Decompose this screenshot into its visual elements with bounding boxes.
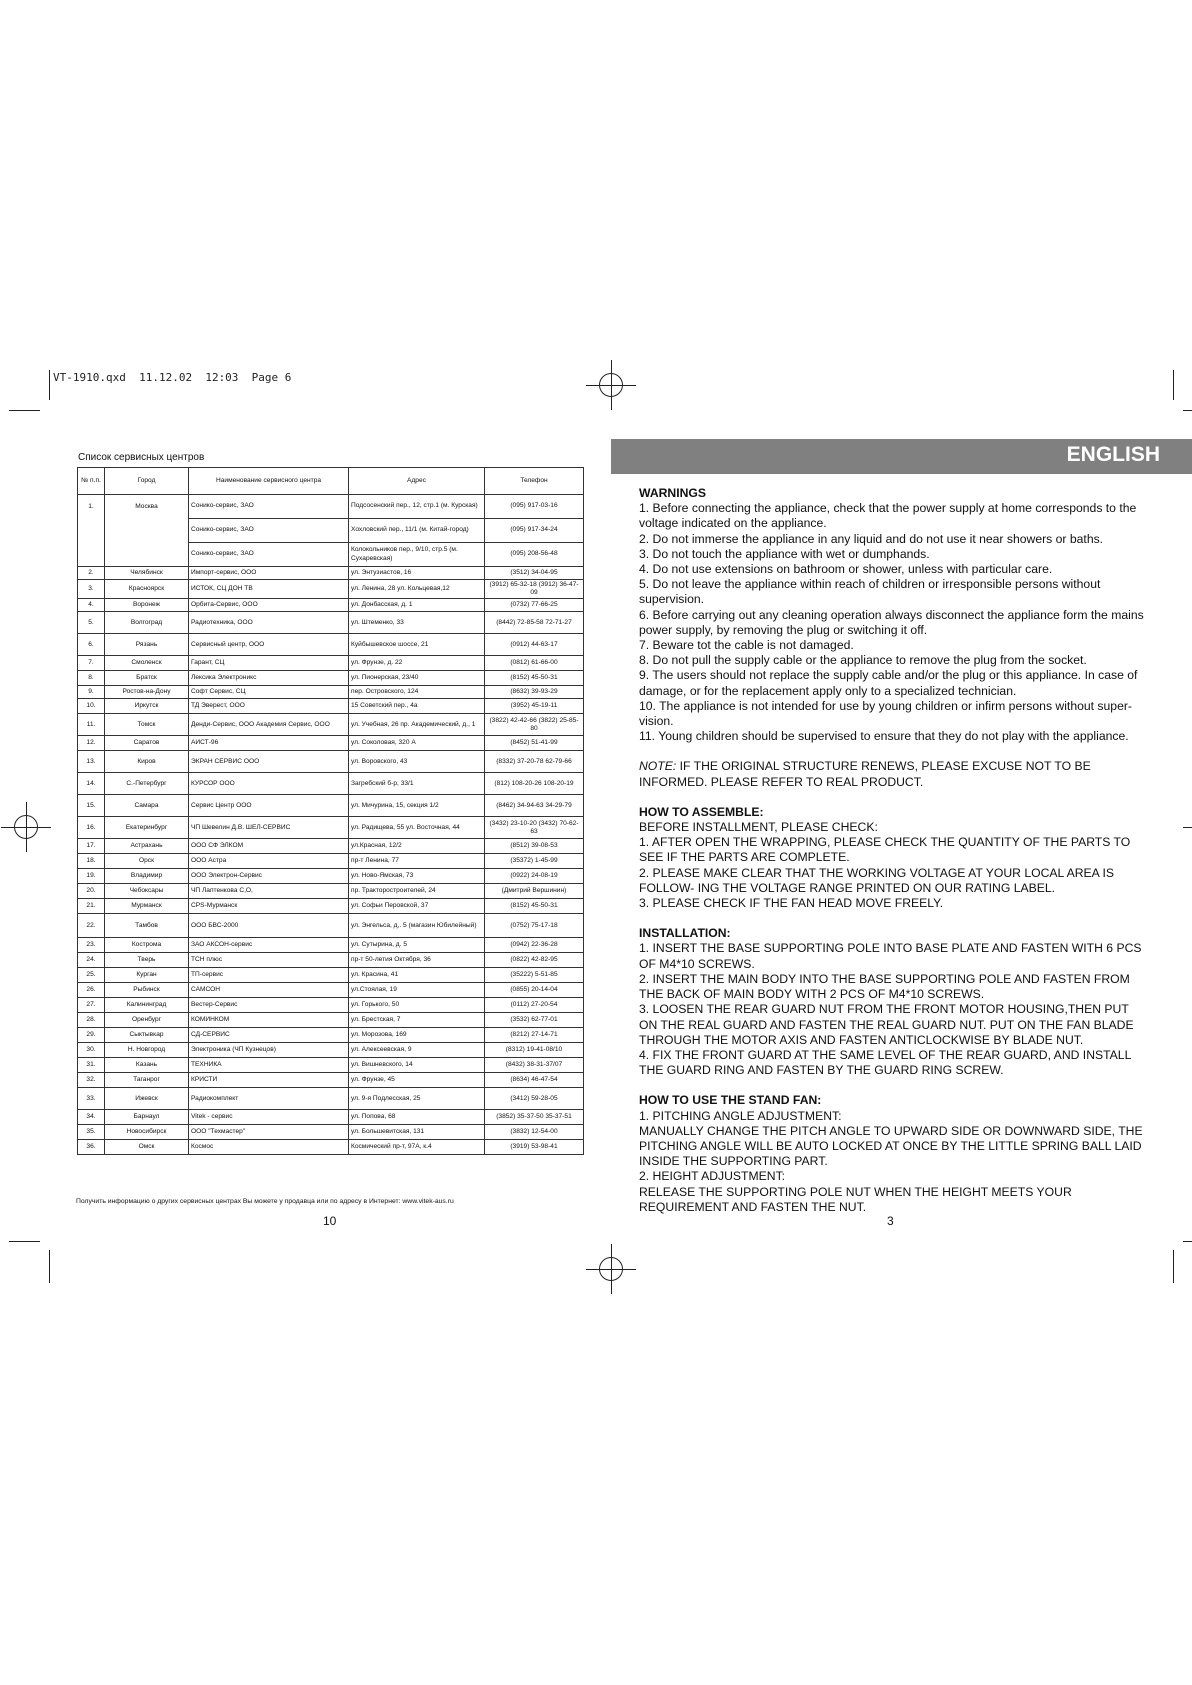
cell-city: Саратов bbox=[105, 736, 189, 751]
cell-phone: (3532) 62-77-01 bbox=[485, 1013, 584, 1028]
cell-city: Таганрог bbox=[105, 1073, 189, 1088]
installation-item: 3. LOOSEN THE REAR GUARD NUT FROM THE FRONT MOTOR HOUSING,THEN PUT ON THE REAL GUARD AND FASTEN THE REAL GUARD NUT. PUT ON THE FAN BLADE THROUGH THE MOTOR AXIS AND FASTEN ANTICLOCKWISE BY BLADE NUT. bbox=[639, 1002, 1134, 1047]
language-title: ENGLISH bbox=[1066, 443, 1160, 466]
table-row bbox=[78, 1028, 584, 1043]
warnings-item: 7. Beware tot the cable is not damaged. bbox=[639, 638, 854, 653]
col-address: Адрес bbox=[349, 468, 485, 495]
cell-phone: (095) 917-34-24 bbox=[485, 519, 584, 543]
cell-center-name: Космос bbox=[189, 1140, 349, 1155]
cell-number: 4. bbox=[78, 599, 105, 612]
cell-center-name: Сонико-сервис, ЗАО bbox=[189, 495, 349, 519]
cell-number: 6. bbox=[78, 634, 105, 656]
cell-phone: (0912) 44-63-17 bbox=[485, 634, 584, 656]
cell-address: ул. Морозова, 169 bbox=[349, 1028, 485, 1043]
cell-address: Куйбышевское шоссе, 21 bbox=[349, 634, 485, 656]
cell-number: 30. bbox=[78, 1043, 105, 1058]
cell-city: Киров bbox=[105, 751, 189, 773]
service-footer-note: Получить информацию о других сервисных центрах Вы можете у продавца или по адресу в Интернет: www.vitek-aus.ru bbox=[76, 1198, 454, 1205]
cell-city: Н. Новгород bbox=[105, 1043, 189, 1058]
cell-center-name: СД-СЕРВИС bbox=[189, 1028, 349, 1043]
assemble-item: 2. PLEASE MAKE CLEAR THAT THE WORKING VOLTAGE AT YOUR LOCAL AREA IS FOLLOW- ING THE VOLTAGE RANGE PRINTED ON OUR RATING LABEL. bbox=[639, 865, 1115, 895]
cell-address: ул. Горького, 50 bbox=[349, 998, 485, 1013]
table-row bbox=[78, 671, 584, 686]
cell-phone: (3512) 34-04-95 bbox=[485, 567, 584, 580]
warnings-list bbox=[639, 501, 1144, 744]
cell-phone: (3852) 35-37-50 35-37-51 bbox=[485, 1110, 584, 1125]
warnings-item: 9. The users should not replace the supply cable and/or the plug or this appliance. In case of damage, or for the replacement apply only to a specialized technician. bbox=[639, 668, 1138, 698]
cell-center-name: Софт Сервис, СЦ bbox=[189, 686, 349, 699]
cell-number: 5. bbox=[78, 612, 105, 634]
cell-phone: (0112) 27-20-54 bbox=[485, 998, 584, 1013]
cell-phone: (8452) 51-41-99 bbox=[485, 736, 584, 751]
assemble-item: 3. PLEASE CHECK IF THE FAN HEAD MOVE FREELY. bbox=[639, 896, 944, 911]
cell-center-name: ТСН плюс bbox=[189, 953, 349, 968]
cell-city: Москва bbox=[105, 495, 189, 519]
cell-phone: (3822) 42-42-66 (3822) 25-85-80 bbox=[485, 714, 584, 736]
cell-address: Колокольников пер., 9/10, стр.5 (м. Сухаревская) bbox=[349, 543, 485, 567]
cell-phone: (Дмитрий Вершинин) bbox=[485, 884, 584, 899]
table-row bbox=[78, 884, 584, 899]
cell-phone: (3919) 53-98-41 bbox=[485, 1140, 584, 1155]
cell-center-name: ООО "Техмастер" bbox=[189, 1125, 349, 1140]
col-city: Город bbox=[105, 468, 189, 495]
service-centers-table bbox=[77, 467, 584, 1155]
cell-center-name: CPS-Мурманск bbox=[189, 899, 349, 914]
print-slug: VT-1910.qxd 11.12.02 12:03 Page 6 bbox=[53, 371, 292, 384]
cell-center-name: Гарант, СЦ bbox=[189, 656, 349, 671]
cell-number: 36. bbox=[78, 1140, 105, 1155]
cell-center-name: Денди-Сервис, ООО Академия Сервис, ООО bbox=[189, 714, 349, 736]
table-row bbox=[78, 983, 584, 998]
note-label: NOTE: bbox=[639, 759, 677, 774]
page-number-left: 10 bbox=[323, 1214, 337, 1228]
cell-address: ул. Пионерская, 23/40 bbox=[349, 671, 485, 686]
cell-phone: (8152) 45-50-31 bbox=[485, 671, 584, 686]
table-header-row bbox=[78, 468, 584, 495]
table-row bbox=[78, 817, 584, 839]
cell-city: Челябинск bbox=[105, 567, 189, 580]
cell-city: Омск bbox=[105, 1140, 189, 1155]
cell-phone: (095) 208-56-48 bbox=[485, 543, 584, 567]
cell-address: ул. Энгельса, д,. 5 (магазин Юбилейный) bbox=[349, 914, 485, 938]
cell-address: пр-т Ленина, 77 bbox=[349, 854, 485, 869]
cell-address: Хохловский пер., 11/1 (м. Китай-город) bbox=[349, 519, 485, 543]
use-item: MANUALLY CHANGE THE PITCH ANGLE TO UPWARD SIDE OR DOWNWARD SIDE, THE PITCHING ANGLE WILL BE AUTO LOCKED AT ONCE BY THE LITTLE SPRING BALL LAID INSIDE THE SUPPORTING PART. bbox=[639, 1123, 1143, 1169]
installation-heading: INSTALLATION: bbox=[639, 926, 731, 941]
cell-center-name: ТЕХНИКА bbox=[189, 1058, 349, 1073]
cell-address: пр-т 50-летия Октября, 36 bbox=[349, 953, 485, 968]
cell-address: Подсосенский пер., 12, стр.1 (м. Курская) bbox=[349, 495, 485, 519]
cell-number: 27. bbox=[78, 998, 105, 1013]
warnings-item: 8. Do not pull the supply cable or the appliance to remove the plug from the socket. bbox=[639, 653, 1087, 668]
table-row bbox=[78, 751, 584, 773]
cell-city: Самара bbox=[105, 795, 189, 817]
cell-center-name: Сервис Центр ООО bbox=[189, 795, 349, 817]
cell-city: Барнаул bbox=[105, 1110, 189, 1125]
cell-address: ул. Энтузиастов, 16 bbox=[349, 567, 485, 580]
cell-number bbox=[78, 543, 105, 567]
table-row bbox=[78, 938, 584, 953]
cell-number: 29. bbox=[78, 1028, 105, 1043]
table-row bbox=[78, 634, 584, 656]
warnings-item: 1. Before connecting the appliance, check that the power supply at home corresponds to the voltage indicated on the appliance. bbox=[639, 501, 1137, 531]
cell-address: ул. Красина, 41 bbox=[349, 968, 485, 983]
cell-address: ул.Красная, 12/2 bbox=[349, 839, 485, 854]
installation-item: 1. INSERT THE BASE SUPPORTING POLE INTO BASE PLATE AND FASTEN WITH 6 PCS OF M4*10 SCREWS. bbox=[639, 941, 1142, 971]
cell-city: Новосибирск bbox=[105, 1125, 189, 1140]
cell-center-name: Сонико-сервис, ЗАО bbox=[189, 519, 349, 543]
installation-item: 4. FIX THE FRONT GUARD AT THE SAME LEVEL OF THE REAR GUARD, AND INSTALL THE GUARD RING AND FASTEN BY THE GUARD RING SCREW. bbox=[639, 1047, 1131, 1078]
cell-city: Курган bbox=[105, 968, 189, 983]
cell-phone: (35372) 1-45-99 bbox=[485, 854, 584, 869]
cell-city: Казань bbox=[105, 1058, 189, 1073]
cell-address: пер. Островского, 124 bbox=[349, 686, 485, 699]
cell-city: С.-Петербург bbox=[105, 773, 189, 795]
warnings-item: 4. Do not use extensions on bathroom or shower, unless with particular care. bbox=[639, 562, 1053, 577]
assemble-heading: HOW TO ASSEMBLE: bbox=[639, 804, 764, 819]
cell-phone: (8442) 72-85-58 72-71-27 bbox=[485, 612, 584, 634]
use-heading: HOW TO USE THE STAND FAN: bbox=[639, 1093, 822, 1108]
cell-number: 25. bbox=[78, 968, 105, 983]
cell-number: 1. bbox=[78, 495, 105, 519]
cell-city: Сыктывкар bbox=[105, 1028, 189, 1043]
cell-city: Красноярск bbox=[105, 580, 189, 599]
cell-address: ул. Попова, 68 bbox=[349, 1110, 485, 1125]
cell-city bbox=[105, 543, 189, 567]
cell-address: ул. Учебная, 26 пр. Академический, д., 1 bbox=[349, 714, 485, 736]
cell-address: ул. Алексеевская, 9 bbox=[349, 1043, 485, 1058]
table-row bbox=[78, 714, 584, 736]
cell-center-name: КРИСТИ bbox=[189, 1073, 349, 1088]
warnings-item: 6. Before carrying out any cleaning operation always disconnect the appliance form the mains power supply, by removing the plug or switching it off. bbox=[639, 607, 1144, 637]
cell-address: ул. Штеменко, 33 bbox=[349, 612, 485, 634]
cell-center-name: Орбита-Сервис, ООО bbox=[189, 599, 349, 612]
cell-number: 31. bbox=[78, 1058, 105, 1073]
cell-number: 3. bbox=[78, 580, 105, 599]
cell-phone: (8432) 38-31-37/07 bbox=[485, 1058, 584, 1073]
table-row bbox=[78, 869, 584, 884]
cell-number: 12. bbox=[78, 736, 105, 751]
cell-city: Волгоград bbox=[105, 612, 189, 634]
cell-address: ул. Донбасская, д. 1 bbox=[349, 599, 485, 612]
cell-city: Рыбинск bbox=[105, 983, 189, 998]
table-row bbox=[78, 773, 584, 795]
cell-address: ул. Софьи Перовской, 37 bbox=[349, 899, 485, 914]
table-row bbox=[78, 686, 584, 699]
cell-number: 16. bbox=[78, 817, 105, 839]
cell-phone: (8212) 27-14-71 bbox=[485, 1028, 584, 1043]
cell-address: ул. Брестская, 7 bbox=[349, 1013, 485, 1028]
note-text: IF THE ORIGINAL STRUCTURE RENEWS, PLEASE EXCUSE NOT TO BE INFORMED. PLEASE REFER TO REAL PRODUCT. bbox=[639, 759, 1091, 789]
cell-center-name: Лексика Электроникс bbox=[189, 671, 349, 686]
cell-phone: (8332) 37-20-78 62-79-66 bbox=[485, 751, 584, 773]
table-row bbox=[78, 953, 584, 968]
cell-address: ул. 9-я Подлесская, 25 bbox=[349, 1088, 485, 1110]
cell-number: 17. bbox=[78, 839, 105, 854]
cell-center-name: Электроника (ЧП Кузнецов) bbox=[189, 1043, 349, 1058]
table-row bbox=[78, 699, 584, 714]
cell-center-name: АИСТ-96 bbox=[189, 736, 349, 751]
cell-number: 20. bbox=[78, 884, 105, 899]
table-row bbox=[78, 899, 584, 914]
assemble-item: BEFORE INSTALLMENT, PLEASE CHECK: bbox=[639, 820, 878, 835]
cell-phone: (3412) 59-28-05 bbox=[485, 1088, 584, 1110]
cell-phone: (3432) 23-10-20 (3432) 70-62-63 bbox=[485, 817, 584, 839]
cell-phone: (8512) 39-08-53 bbox=[485, 839, 584, 854]
english-instructions bbox=[639, 486, 1144, 1215]
use-item: 2. HEIGHT ADJUSTMENT: bbox=[639, 1169, 786, 1184]
cell-center-name: ЭКРАН СЕРВИС ООО bbox=[189, 751, 349, 773]
use-item: 1. PITCHING ANGLE ADJUSTMENT: bbox=[639, 1108, 842, 1123]
cell-address: ул. Большевитская, 131 bbox=[349, 1125, 485, 1140]
cell-center-name: Радиотехника, ООО bbox=[189, 612, 349, 634]
warnings-heading: WARNINGS bbox=[639, 486, 707, 500]
cell-center-name: ИСТОК, СЦ ДОН ТВ bbox=[189, 580, 349, 599]
table-row bbox=[78, 1125, 584, 1140]
cell-city: Братск bbox=[105, 671, 189, 686]
warnings-item: 11. Young children should be supervised to ensure that they do not play with the appliance. bbox=[639, 729, 1129, 744]
cell-number: 34. bbox=[78, 1110, 105, 1125]
cell-center-name: ООО СФ ЭЛКОМ bbox=[189, 839, 349, 854]
cell-center-name: ООО Астра bbox=[189, 854, 349, 869]
cell-number: 11. bbox=[78, 714, 105, 736]
cell-number: 28. bbox=[78, 1013, 105, 1028]
cell-address: ул. Фрунзе, д. 22 bbox=[349, 656, 485, 671]
cell-city: Астрахань bbox=[105, 839, 189, 854]
cell-city: Рязань bbox=[105, 634, 189, 656]
table-row bbox=[78, 656, 584, 671]
cell-number: 23. bbox=[78, 938, 105, 953]
cell-city: Тверь bbox=[105, 953, 189, 968]
table-row bbox=[78, 1140, 584, 1155]
cell-address: ул. Мичурина, 15, секция 1/2 bbox=[349, 795, 485, 817]
cell-city: Томск bbox=[105, 714, 189, 736]
table-row bbox=[78, 839, 584, 854]
cell-center-name: Радиокомплект bbox=[189, 1088, 349, 1110]
col-number: № п.п. bbox=[78, 468, 105, 495]
cell-address: ул. Ново-Ямская, 73 bbox=[349, 869, 485, 884]
assemble-list bbox=[639, 820, 1144, 911]
table-row bbox=[78, 1088, 584, 1110]
cell-number bbox=[78, 519, 105, 543]
col-phone: Телефон bbox=[485, 468, 584, 495]
table-row bbox=[78, 519, 584, 543]
cell-center-name: ТД Эверест, ООО bbox=[189, 699, 349, 714]
assemble-item: 1. AFTER OPEN THE WRAPPING, PLEASE CHECK THE QUANTITY OF THE PARTS TO SEE IF THE PARTS ARE COMPLETE. bbox=[639, 835, 1131, 865]
cell-center-name: САМСОН bbox=[189, 983, 349, 998]
cell-city: Владимир bbox=[105, 869, 189, 884]
cell-number: 10. bbox=[78, 699, 105, 714]
table-row bbox=[78, 1043, 584, 1058]
cell-number: 19. bbox=[78, 869, 105, 884]
table-row bbox=[78, 1058, 584, 1073]
cell-address: пр. Тракторостроителей, 24 bbox=[349, 884, 485, 899]
page-number-right: 3 bbox=[887, 1214, 894, 1228]
cell-number: 15. bbox=[78, 795, 105, 817]
cell-phone: (8634) 46-47-54 bbox=[485, 1073, 584, 1088]
cell-center-name: Сервисный центр, ООО bbox=[189, 634, 349, 656]
cell-phone: (095) 917-03-16 bbox=[485, 495, 584, 519]
cell-phone: (0942) 22-36-28 bbox=[485, 938, 584, 953]
cell-address: ул. Фрунзе, 45 bbox=[349, 1073, 485, 1088]
table-row bbox=[78, 795, 584, 817]
cell-number: 7. bbox=[78, 656, 105, 671]
table-row bbox=[78, 580, 584, 599]
cell-address: ул. Ленина, 28 ул. Кольцевая,12 bbox=[349, 580, 485, 599]
cell-city: Иркутск bbox=[105, 699, 189, 714]
table-row bbox=[78, 567, 584, 580]
cell-number: 26. bbox=[78, 983, 105, 998]
cell-city: Мурманск bbox=[105, 899, 189, 914]
cell-center-name: КОМИНКОМ bbox=[189, 1013, 349, 1028]
cell-phone: (8632) 39-93-29 bbox=[485, 686, 584, 699]
cell-phone: (0922) 24-08-19 bbox=[485, 869, 584, 884]
table-row bbox=[78, 612, 584, 634]
cell-number: 2. bbox=[78, 567, 105, 580]
note-paragraph bbox=[639, 759, 1144, 789]
cell-phone: (3832) 12-54-00 bbox=[485, 1125, 584, 1140]
cell-city: Тамбов bbox=[105, 914, 189, 938]
cell-center-name: ЧП Лаптенкова С,О, bbox=[189, 884, 349, 899]
cell-phone: (0855) 20-14-04 bbox=[485, 983, 584, 998]
cell-phone: (0732) 77-66-25 bbox=[485, 599, 584, 612]
cell-number: 8. bbox=[78, 671, 105, 686]
cell-city: Оренбург bbox=[105, 1013, 189, 1028]
col-center-name: Наименование сервисного центра bbox=[189, 468, 349, 495]
cell-phone: (0822) 42-82-95 bbox=[485, 953, 584, 968]
cell-number: 14. bbox=[78, 773, 105, 795]
cell-address: Загребский б-р, 33/1 bbox=[349, 773, 485, 795]
cell-phone: (8312) 19-41-08/10 bbox=[485, 1043, 584, 1058]
cell-phone: (8152) 45-50-31 bbox=[485, 899, 584, 914]
table-row bbox=[78, 1073, 584, 1088]
cell-center-name: ТП-сервис bbox=[189, 968, 349, 983]
cell-number: 24. bbox=[78, 953, 105, 968]
cell-phone: (8462) 34-94-63 34-29-79 bbox=[485, 795, 584, 817]
cell-city: Чебоксары bbox=[105, 884, 189, 899]
warnings-item: 10. The appliance is not intended for use by young children or infirm persons without super- vision. bbox=[639, 698, 1132, 729]
warnings-item: 2. Do not immerse the appliance in any liquid and do not use it near showers or baths. bbox=[639, 531, 1104, 546]
cell-city: Ижевск bbox=[105, 1088, 189, 1110]
table-row bbox=[78, 736, 584, 751]
cell-address: ул.Стоялая, 19 bbox=[349, 983, 485, 998]
cell-center-name: ЗАО АКСОН-сервис bbox=[189, 938, 349, 953]
cell-center-name: Вестер-Сервис bbox=[189, 998, 349, 1013]
table-row bbox=[78, 854, 584, 869]
cell-number: 33. bbox=[78, 1088, 105, 1110]
cell-phone: (0812) 61-66-00 bbox=[485, 656, 584, 671]
cell-city: Воронеж bbox=[105, 599, 189, 612]
cell-center-name: ЧП Шевелин Д.В. ШЕЛ-СЕРВИС bbox=[189, 817, 349, 839]
cell-number: 32. bbox=[78, 1073, 105, 1088]
cell-number: 22. bbox=[78, 914, 105, 938]
cell-address: ул. Сутырина, д. 5 bbox=[349, 938, 485, 953]
cell-address: Космический пр-т, 97А, к.4 bbox=[349, 1140, 485, 1155]
table-row bbox=[78, 599, 584, 612]
cell-address: ул. Радищева, 55 ул. Восточная, 44 bbox=[349, 817, 485, 839]
table-row bbox=[78, 968, 584, 983]
warnings-item: 3. Do not touch the appliance with wet or dumphands. bbox=[639, 546, 930, 561]
cell-city: Кострома bbox=[105, 938, 189, 953]
cell-address: ул. Соколовая, 320 А bbox=[349, 736, 485, 751]
table-row bbox=[78, 1110, 584, 1125]
table-row bbox=[78, 914, 584, 938]
cell-address: 15 Советский пер., 4а bbox=[349, 699, 485, 714]
installation-list bbox=[639, 941, 1144, 1078]
table-row bbox=[78, 998, 584, 1013]
cell-city: Екатеринбург bbox=[105, 817, 189, 839]
cell-phone: (35222) 5-51-85 bbox=[485, 968, 584, 983]
installation-item: 2. INSERT THE MAIN BODY INTO THE BASE SUPPORTING POLE AND FASTEN FROM THE BACK OF MAIN BODY WITH 2 PCS OF M4*10 SCREWS. bbox=[639, 971, 1130, 1002]
cell-city bbox=[105, 519, 189, 543]
service-centers-title: Список сервисных центров bbox=[78, 452, 205, 463]
cell-number: 18. bbox=[78, 854, 105, 869]
cell-center-name: ООО БВС-2000 bbox=[189, 914, 349, 938]
cell-address: ул. Вишневского, 14 bbox=[349, 1058, 485, 1073]
cell-number: 35. bbox=[78, 1125, 105, 1140]
table-row bbox=[78, 1013, 584, 1028]
cell-phone: (3912) 65-32-18 (3912) 36-47-09 bbox=[485, 580, 584, 599]
cell-center-name: КУРСОР ООО bbox=[189, 773, 349, 795]
use-item: RELEASE THE SUPPORTING POLE NUT WHEN THE HEIGHT MEETS YOUR REQUIREMENT AND FASTEN THE NUT. bbox=[639, 1184, 1072, 1214]
cell-number: 21. bbox=[78, 899, 105, 914]
cell-city: Орск bbox=[105, 854, 189, 869]
cell-center-name: Vitek - сервис bbox=[189, 1110, 349, 1125]
cell-phone: (0752) 75-17-18 bbox=[485, 914, 584, 938]
table-row bbox=[78, 495, 584, 519]
cell-phone: (3952) 45-19-11 bbox=[485, 699, 584, 714]
use-list bbox=[639, 1109, 1144, 1215]
cell-number: 9. bbox=[78, 686, 105, 699]
cell-center-name: Сонико-сервис, ЗАО bbox=[189, 543, 349, 567]
cell-city: Ростов-на-Дону bbox=[105, 686, 189, 699]
table-row bbox=[78, 543, 584, 567]
cell-address: ул. Воровского, 43 bbox=[349, 751, 485, 773]
cell-number: 13. bbox=[78, 751, 105, 773]
cell-city: Смоленск bbox=[105, 656, 189, 671]
cell-center-name: ООО Электрон-Сервис bbox=[189, 869, 349, 884]
cell-city: Калининград bbox=[105, 998, 189, 1013]
cell-center-name: Импорт-сервис, ООО bbox=[189, 567, 349, 580]
warnings-item: 5. Do not leave the appliance within reach of children or irresponsible persons without supervision. bbox=[639, 577, 1101, 607]
cell-phone: (812) 108-20-26 108-20-19 bbox=[485, 773, 584, 795]
